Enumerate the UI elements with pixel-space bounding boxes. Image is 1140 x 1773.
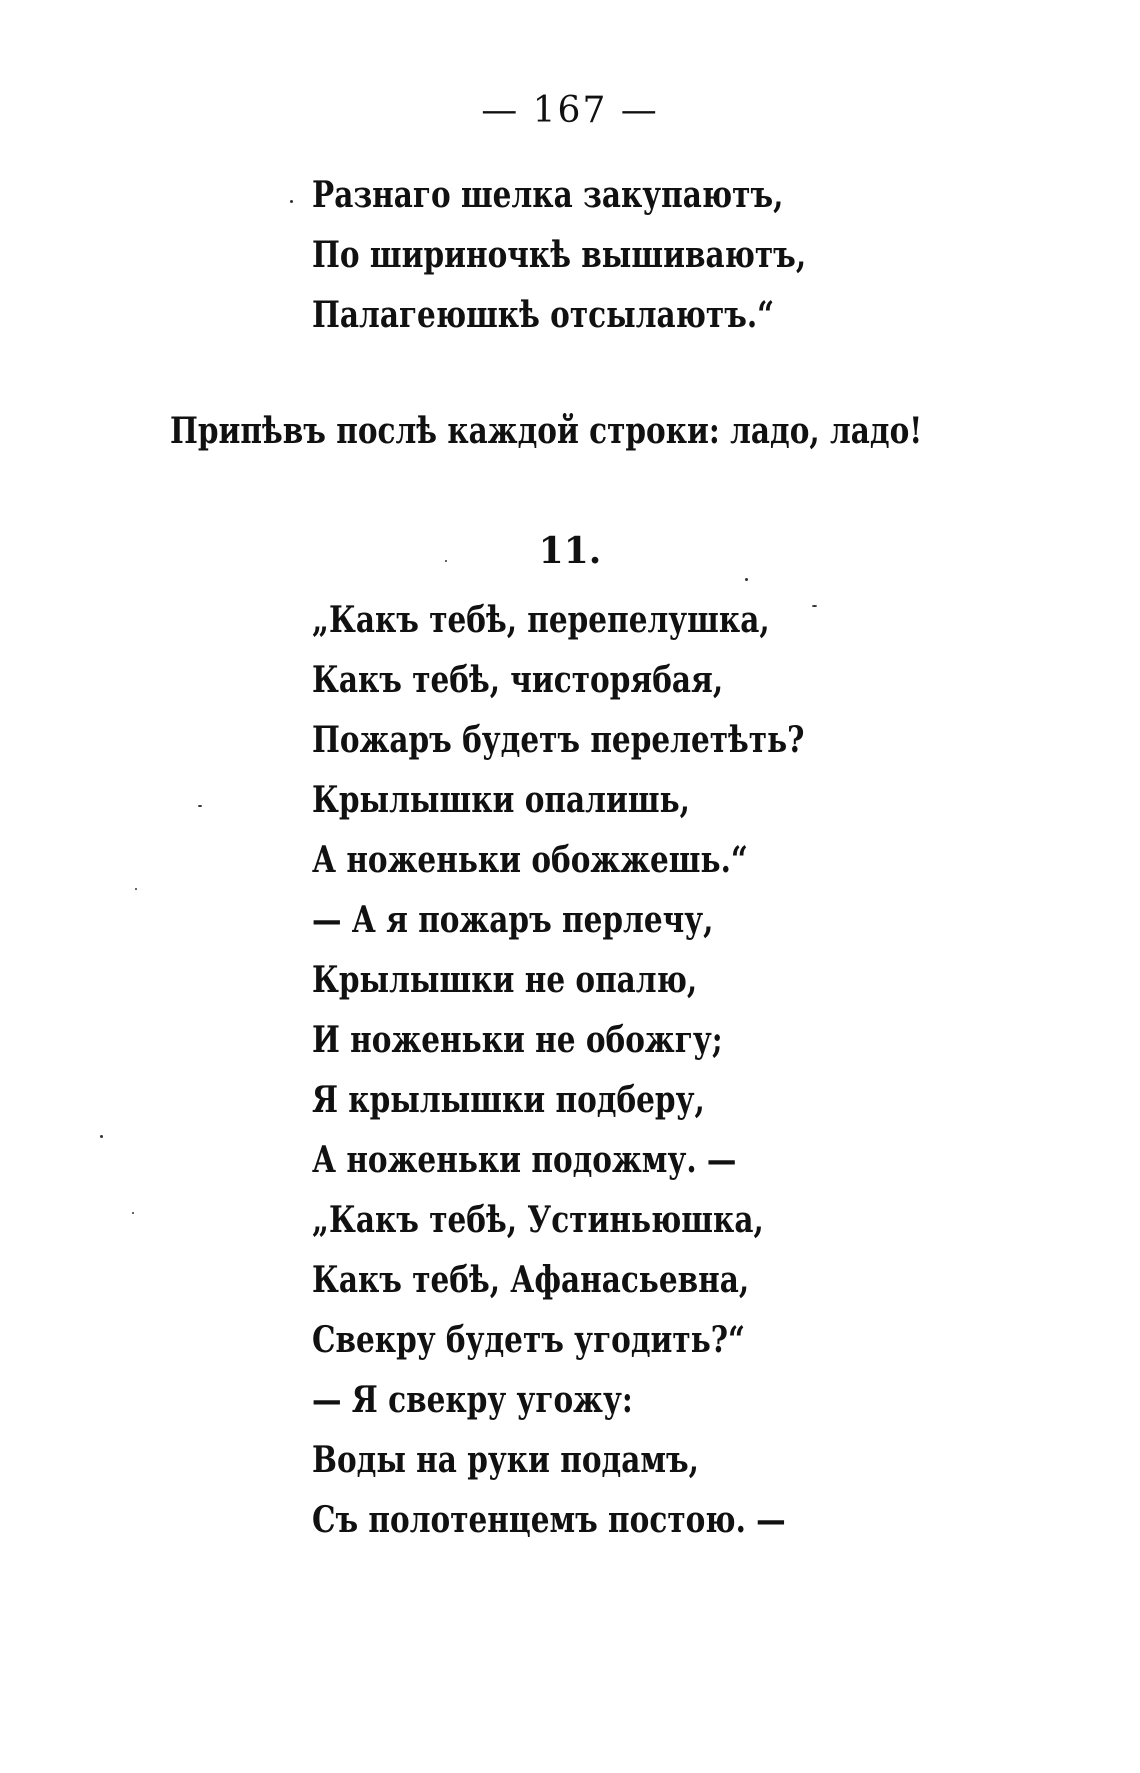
song-stanza — [312, 590, 804, 1550]
scan-speck — [100, 1135, 103, 1138]
verse-line: Какъ тебѣ, Афанасьевна, — [312, 1259, 750, 1301]
scan-speck — [135, 888, 137, 890]
scan-speck — [812, 605, 817, 607]
scan-speck — [290, 200, 293, 203]
scan-speck — [198, 805, 202, 807]
verse-line: А ноженьки обожжешь.“ — [312, 839, 748, 881]
verse-line: Какъ тебѣ, чисторябая, — [312, 659, 724, 701]
verse-line: Крылышки не опалю, — [312, 959, 698, 1001]
verse-line: „Какъ тебѣ, Устиньюшка, — [312, 1199, 764, 1241]
refrain-note: Припѣвъ послѣ каждой строки: ладо, ладо! — [170, 410, 923, 452]
verse-line: По шириночкѣ вышиваютъ, — [312, 234, 807, 276]
verse-line: Я крылышки подберу, — [312, 1079, 705, 1121]
verse-line: Палагеюшкѣ отсылаютъ.“ — [312, 294, 775, 336]
verse-line: Пожаръ будетъ перелетѣть? — [312, 719, 805, 761]
verse-line: Крылышки опалишь, — [312, 779, 690, 821]
verse-line: „Какъ тебѣ, перепелушка, — [312, 599, 770, 641]
scan-speck — [745, 578, 748, 581]
top-stanza — [312, 165, 806, 345]
scan-speck — [132, 1212, 134, 1214]
verse-line: Свекру будетъ угодить?“ — [312, 1319, 746, 1361]
verse-line: А ноженьки подожму. — — [312, 1139, 737, 1181]
verse-line: — А я пожаръ перлечу, — [312, 899, 714, 941]
verse-line: — Я свекру угожу: — [312, 1379, 633, 1421]
scan-speck — [445, 560, 447, 562]
song-number: 11. — [538, 530, 602, 572]
page-number: — 167 — — [481, 90, 659, 131]
verse-line: Воды на руки подамъ, — [312, 1439, 699, 1481]
verse-line: Съ полотенцемъ постою. — — [312, 1499, 786, 1541]
verse-line: Разнаго шелка закупаютъ, — [312, 174, 784, 216]
verse-line: И ноженьки не обожгу; — [312, 1019, 723, 1061]
